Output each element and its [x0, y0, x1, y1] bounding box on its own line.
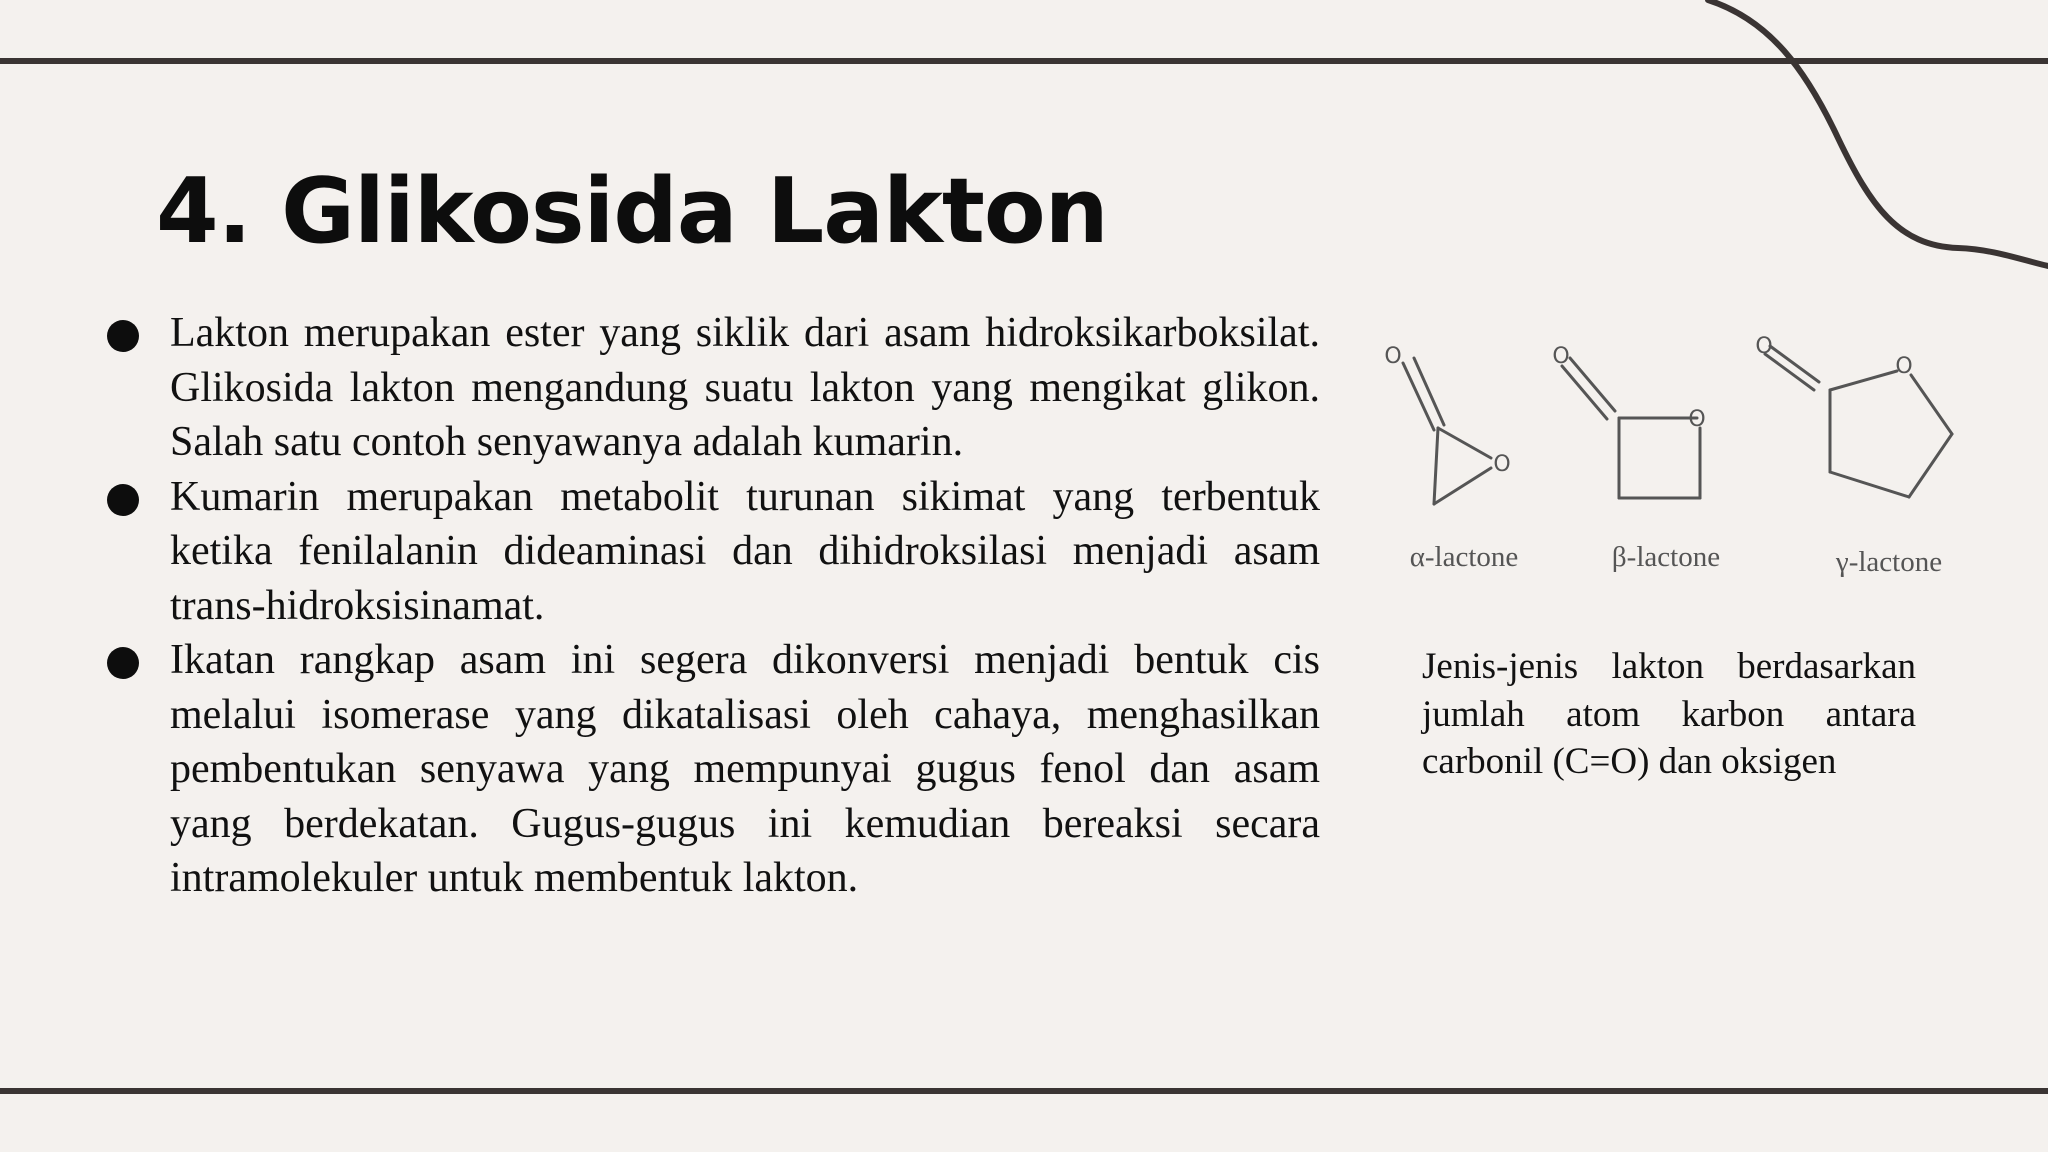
bullet-dot-icon: [107, 647, 139, 679]
figure-caption: Jenis-jenis lakton berdasarkan jumlah atom karbon antara carbonil (C=O) dan oksigen: [1422, 646, 1916, 782]
bullet-text: Lakton merupakan ester yang siklik dari asam hidroksikarboksilat. Glikosida lakton mengandung suatu lakton yang mengikat glikon. Salah satu contoh senyawanya adalah kumarin.: [170, 310, 1320, 465]
top-rule: [0, 58, 2048, 64]
lactone-structures-figure: [1370, 320, 1970, 600]
bullet-text: Ikatan rangkap asam ini segera dikonversi menjadi bentuk cis melalui isomerase yang dikatalisasi oleh cahaya, menghasilkan pembentukan senyawa yang mempunyai gugus fenol dan asam yang berdekatan. Gugus-gugus ini kemudian bereaksi secara intramolekuler untuk membentuk lakton.: [170, 637, 1320, 901]
atom-label: O: [1688, 407, 1706, 432]
beta-lactone-structure: [1562, 358, 1700, 498]
gamma-lactone-label: γ-lactone: [1835, 546, 1943, 578]
atom-label: O: [1755, 334, 1773, 359]
bullet-dot-icon: [107, 484, 139, 516]
alpha-lactone-label: α-lactone: [1409, 541, 1519, 573]
atom-label: O: [1552, 344, 1570, 369]
bullet-item-ikatan: [104, 633, 1320, 906]
atom-label: O: [1493, 452, 1511, 477]
bullet-item-kumarin: [104, 470, 1320, 634]
gamma-lactone-structure: [1765, 346, 1952, 497]
bullet-text: Kumarin merupakan metabolit turunan sikimat yang terbentuk ketika fenilalanin dideaminasi dan dihidroksilasi menjadi asam trans-hidroksisinamat.: [170, 473, 1320, 629]
atom-label: O: [1384, 344, 1402, 369]
beta-lactone-label: β-lactone: [1611, 541, 1721, 573]
bottom-rule: [0, 1088, 2048, 1094]
bullet-list: [104, 306, 1320, 906]
slide-title: 4. Glikosida Lakton: [156, 159, 1108, 264]
bullet-dot-icon: [107, 320, 139, 352]
alpha-lactone-structure: [1403, 358, 1491, 504]
atom-label: O: [1895, 354, 1913, 379]
bullet-item-lakton: [104, 306, 1320, 470]
